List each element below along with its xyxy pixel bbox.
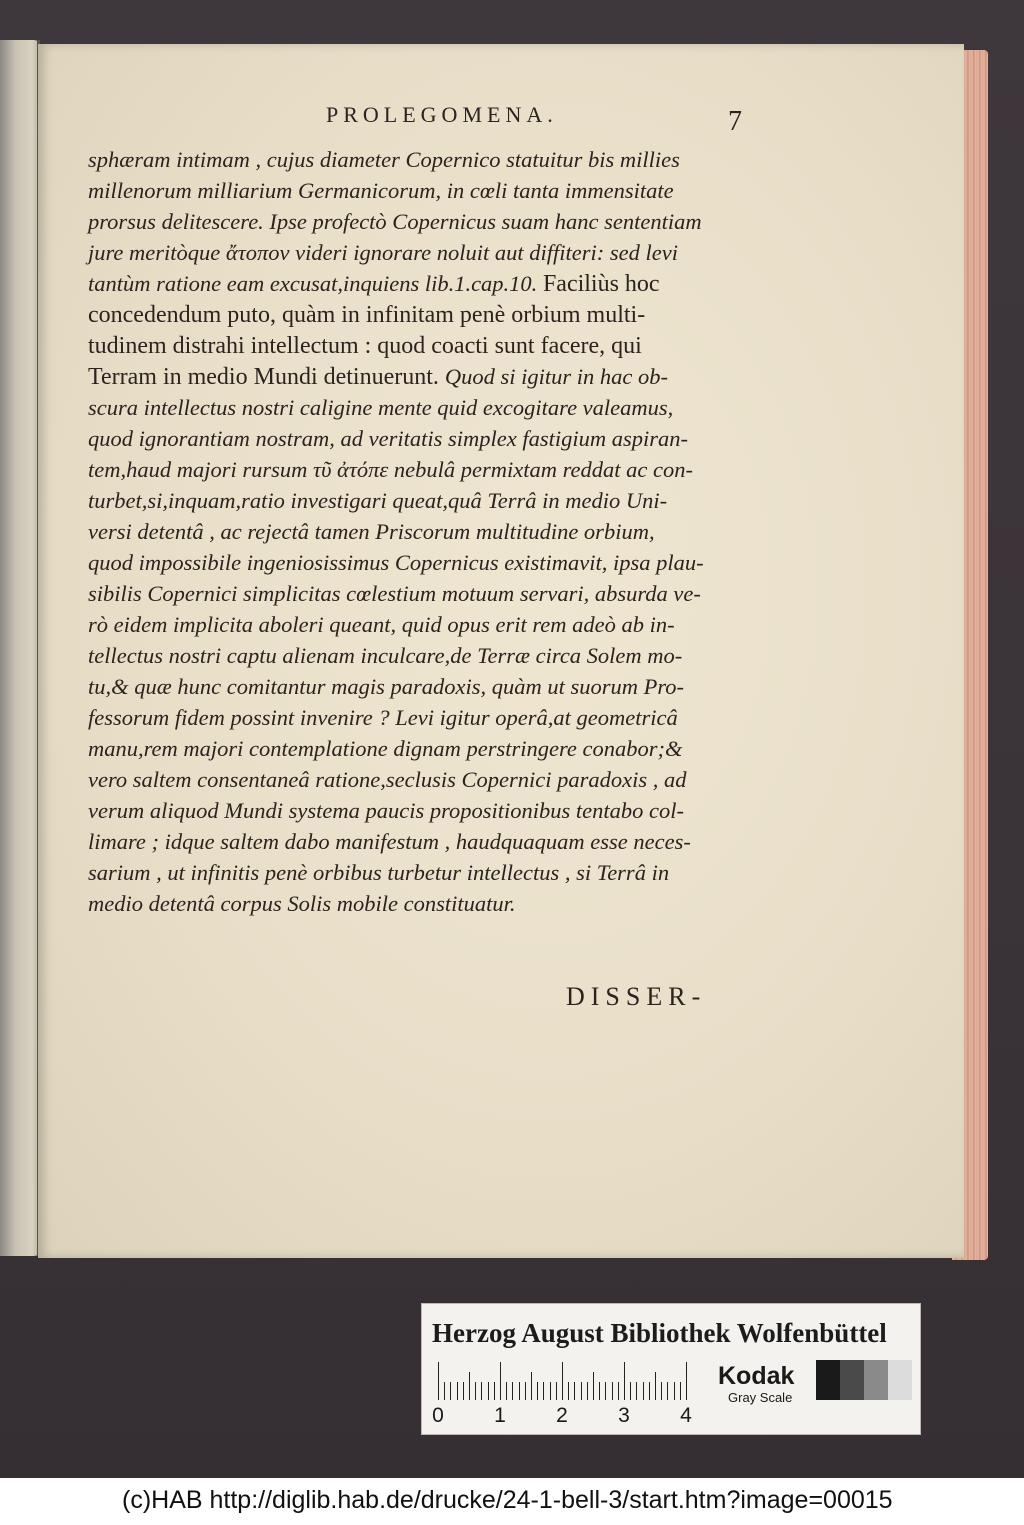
text-line xyxy=(88,237,750,268)
ruler-number: 2 xyxy=(556,1404,568,1427)
text-line xyxy=(88,144,750,175)
text-line xyxy=(88,640,750,671)
ruler-tick xyxy=(581,1382,582,1400)
ruler-tick xyxy=(643,1382,644,1400)
text-segment: tudinem distrahi intellectum : quod coacti sunt facere, qui xyxy=(88,333,642,359)
ruler-tick xyxy=(519,1382,520,1400)
ruler-tick xyxy=(550,1382,551,1400)
text-segment: scura intellectus nostri caligine mente quid excogitare valeamus, xyxy=(88,395,674,420)
text-line xyxy=(88,578,750,609)
text-segment: concedendum puto, quàm in infinitam penè orbium multi- xyxy=(88,302,646,328)
ruler-tick xyxy=(450,1382,451,1400)
text-segment: Quod si igitur in hac ob- xyxy=(444,364,669,389)
ruler-tick xyxy=(574,1382,575,1400)
book-page xyxy=(38,44,964,1258)
text-segment: Faciliùs hoc xyxy=(542,271,660,297)
ruler-tick xyxy=(556,1382,557,1400)
running-head: PROLEGOMENA. xyxy=(326,102,558,127)
text-segment: rò eidem implicita aboleri queant, quid opus erit rem adeò ab in- xyxy=(88,612,675,637)
ruler-tick xyxy=(587,1382,588,1400)
text-line xyxy=(88,795,750,826)
ruler-tick xyxy=(593,1372,594,1400)
text-segment: versi detentâ , ac rejectâ tamen Priscorum multitudine orbium, xyxy=(88,519,655,544)
ruler-tick xyxy=(494,1382,495,1400)
text-segment: tu,& quæ hunc comitantur magis paradoxis, quàm ut suorum Pro- xyxy=(88,674,685,699)
text-line xyxy=(88,516,750,547)
body-text xyxy=(88,144,750,919)
text-line xyxy=(88,206,750,237)
text-line xyxy=(88,361,750,392)
text-segment: verum aliquod Mundi systema paucis propositionibus tentabo col- xyxy=(88,798,684,823)
text-line xyxy=(88,485,750,516)
text-segment: sphæram intimam , cujus diameter Copernico statuitur bis millies xyxy=(88,147,680,172)
text-segment: Terram in medio Mundi detinuerunt. xyxy=(88,364,445,390)
text-line xyxy=(88,423,750,454)
ruler-tick xyxy=(463,1382,464,1400)
text-segment: sibilis Copernici simplicitas cœlestium motuum servari, absurda ve- xyxy=(88,581,701,606)
text-segment: quod impossibile ingeniosissimus Copernicus existimavit, ipsa plau- xyxy=(88,550,704,575)
ruler-tick xyxy=(624,1362,625,1400)
text-line xyxy=(88,764,750,795)
text-segment: fessorum fidem possint invenire ? Levi igitur operâ,at geometricâ xyxy=(88,705,678,730)
text-line xyxy=(88,671,750,702)
ruler-number: 0 xyxy=(432,1404,444,1427)
text-line xyxy=(88,454,750,485)
text-line xyxy=(88,826,750,857)
ruler-tick xyxy=(457,1382,458,1400)
ruler-tick xyxy=(674,1382,675,1400)
text-line xyxy=(88,299,750,330)
text-segment: turbet,si,inquam,ratio investigari queat,quâ Terrâ in medio Uni- xyxy=(88,488,668,513)
ruler-tick xyxy=(686,1362,687,1400)
text-line xyxy=(88,857,750,888)
ruler-tick xyxy=(612,1382,613,1400)
ruler-tick xyxy=(618,1382,619,1400)
ruler-tick xyxy=(525,1382,526,1400)
library-name: Herzog August Bibliothek Wolfenbüttel xyxy=(432,1318,887,1348)
text-segment: vero saltem consentaneâ ratione,seclusis Copernici paradoxis , ad xyxy=(88,767,687,792)
ruler-tick xyxy=(531,1372,532,1400)
text-line xyxy=(88,392,750,423)
text-segment: jure meritòque ἄτοπον videri ignorare noluit aut diffiteri: sed levi xyxy=(88,240,678,265)
gray-swatch xyxy=(816,1360,840,1400)
gray-swatch xyxy=(864,1360,888,1400)
ruler-number: 1 xyxy=(494,1404,506,1427)
ruler-tick xyxy=(661,1382,662,1400)
text-segment: prorsus delitescere. Ipse profectò Copernicus suam hanc sententiam xyxy=(88,209,702,234)
ruler-tick xyxy=(488,1382,489,1400)
text-line xyxy=(88,547,750,578)
facing-page-edge xyxy=(0,40,40,1256)
gray-scale-caption: Gray Scale xyxy=(728,1390,793,1405)
ruler-tick xyxy=(667,1382,668,1400)
ruler-tick xyxy=(630,1382,631,1400)
catchword: DISSER- xyxy=(566,982,707,1011)
ruler-tick xyxy=(562,1362,563,1400)
text-segment: millenorum milliarium Germanicorum, in cœli tanta immensitate xyxy=(88,178,674,203)
text-line xyxy=(88,888,750,919)
ruler-tick xyxy=(506,1382,507,1400)
ruler-tick xyxy=(469,1372,470,1400)
ruler-tick xyxy=(481,1382,482,1400)
ruler-tick xyxy=(605,1382,606,1400)
kodak-brand: Kodak xyxy=(718,1362,795,1390)
ruler-tick xyxy=(543,1382,544,1400)
text-segment: tantùm ratione eam excusat,inquiens lib.1.cap.10. xyxy=(88,271,543,296)
library-color-card xyxy=(422,1304,920,1434)
ruler-tick xyxy=(649,1382,650,1400)
text-segment: quod ignorantiam nostram, ad veritatis simplex fastigium aspiran- xyxy=(88,426,689,451)
text-line xyxy=(88,609,750,640)
text-segment: tellectus nostri captu alienam inculcare,de Terræ circa Solem mo- xyxy=(88,643,683,668)
ruler-number: 3 xyxy=(618,1404,630,1427)
ruler-tick xyxy=(512,1382,513,1400)
text-segment: manu,rem majori contemplatione dignam perstringere conabor;& xyxy=(88,736,683,761)
copyright-footer xyxy=(0,1478,1024,1525)
page-number: 7 xyxy=(728,106,742,137)
ruler-tick xyxy=(537,1382,538,1400)
gray-swatch xyxy=(840,1360,864,1400)
ruler-tick xyxy=(599,1382,600,1400)
ruler-tick xyxy=(568,1382,569,1400)
ruler-tick xyxy=(438,1362,439,1400)
source-url-text: (c)HAB http://diglib.hab.de/drucke/24-1-bell-3/start.htm?image=00015 xyxy=(122,1486,893,1514)
text-line xyxy=(88,175,750,206)
text-line xyxy=(88,330,750,361)
text-line xyxy=(88,702,750,733)
ruler-tick xyxy=(655,1372,656,1400)
ruler-tick xyxy=(475,1382,476,1400)
ruler-tick xyxy=(636,1382,637,1400)
gray-swatch xyxy=(888,1360,912,1400)
text-line xyxy=(88,733,750,764)
text-segment: limare ; idque saltem dabo manifestum , haudquaquam esse neces- xyxy=(88,829,691,854)
text-line xyxy=(88,268,750,299)
text-segment: sarium , ut infinitis penè orbibus turbetur intellectus , si Terrâ in xyxy=(88,860,670,885)
ruler-tick xyxy=(444,1382,445,1400)
text-segment: tem,haud majori rursum τῦ ἀτόπε nebulâ permixtam reddat ac con- xyxy=(88,457,693,482)
ruler-number: 4 xyxy=(680,1404,692,1427)
text-segment: medio detentâ corpus Solis mobile constituatur. xyxy=(88,891,516,916)
ruler-tick xyxy=(500,1362,501,1400)
measurement-ruler xyxy=(432,1362,700,1427)
ruler-tick xyxy=(680,1382,681,1400)
